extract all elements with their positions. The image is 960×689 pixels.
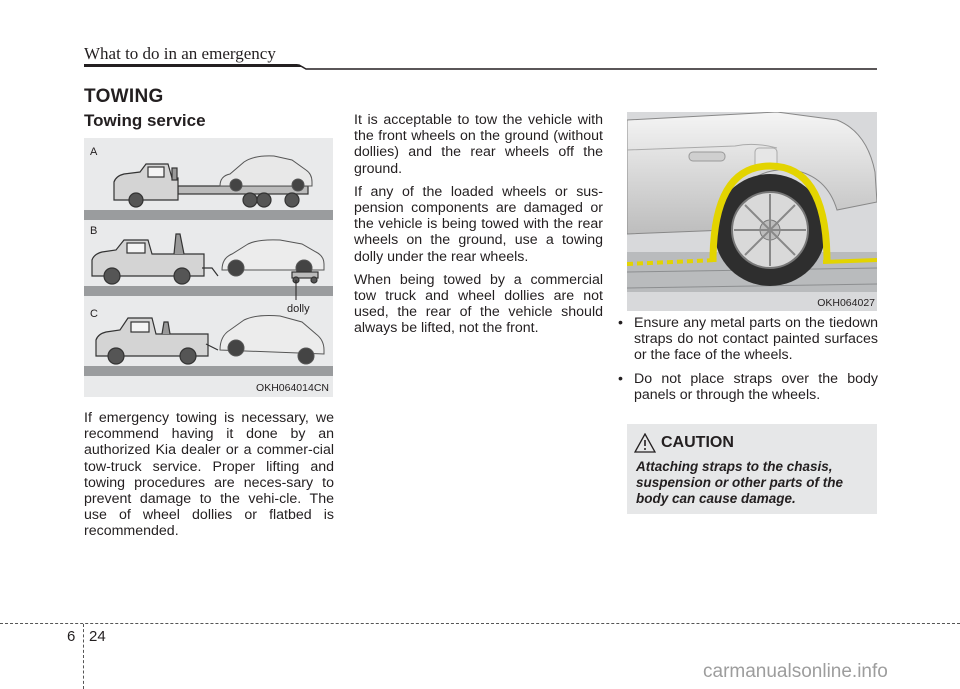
tow-truck-c-icon	[96, 318, 218, 364]
caution-title: CAUTION	[661, 434, 734, 451]
towed-car-c-icon	[220, 316, 324, 365]
figure-label-a: A	[90, 146, 98, 158]
figure2-caption: OKH064027	[817, 297, 875, 309]
front-wheels-paragraph: It is acceptable to tow the vehicle with the front wheels on the ground (without dollies) and the rear wheels off the ground.	[354, 112, 603, 177]
towing-methods-figure	[84, 138, 333, 397]
wheel-strap-illustration	[627, 112, 877, 311]
bullet-icon: •	[618, 370, 623, 387]
bullet-icon: •	[618, 315, 623, 331]
ground-strip-a	[84, 210, 333, 220]
strap-precautions-list	[608, 315, 878, 410]
caution-text: Attaching straps to the chasis, suspension or other parts of the body can cause damage.	[636, 459, 844, 506]
figure-label-c: C	[90, 308, 98, 320]
damaged-wheels-paragraph: If any of the loaded wheels or sus-pension components are damaged or the vehicle is being towed with the rear wheels on the ground, use a towing dolly under the rear wheels.	[354, 183, 603, 265]
wheel-lift-truck-icon	[92, 234, 218, 284]
page-number: 24	[89, 628, 106, 645]
section-title: TOWING	[84, 86, 164, 107]
chapter-number: 6	[67, 628, 76, 645]
warning-triangle-icon	[634, 433, 656, 453]
list-item: • Ensure any metal parts on the tiedown straps do not contact painted surfaces or the face of the wheels.	[618, 315, 878, 364]
towed-car-b-icon	[222, 240, 324, 276]
watermark: carmanualsonline.info	[703, 661, 888, 682]
caution-box	[627, 424, 877, 514]
towing-guidance-column	[354, 112, 603, 344]
subsection-title: Towing service	[84, 111, 206, 130]
page-header-title: What to do in an emergency	[84, 44, 276, 63]
ground-strip-c	[84, 366, 333, 376]
footer-divider	[83, 624, 84, 689]
wheel-strap-figure	[627, 112, 877, 311]
figure1-caption: OKH064014CN	[256, 382, 329, 394]
header-rule	[84, 64, 877, 70]
figure-label-b: B	[90, 225, 98, 237]
list-item: • Do not place straps over the body panels or through the wheels.	[618, 370, 878, 403]
door-handle-icon	[689, 152, 725, 161]
figure2-caption-box	[815, 293, 877, 311]
towing-methods-illustration	[84, 138, 333, 397]
figure-label-dolly: dolly	[287, 303, 310, 315]
towing-service-paragraph: If emergency towing is necessary, we recommend having it done by an authorized Kia dealer or a commer-cial tow-truck service. Proper lifting and towing procedures are neces-sary to prevent damage to the vehi-cle. The use of wheel dollies or flatbed is recommended.	[84, 410, 334, 540]
commercial-truck-paragraph: When being towed by a commercial tow truck and wheel dollies are not used, the rear of the vehicle should always be lifted, not the front.	[354, 271, 603, 337]
footer-rule	[0, 623, 960, 625]
car-on-flatbed-icon	[220, 156, 312, 191]
